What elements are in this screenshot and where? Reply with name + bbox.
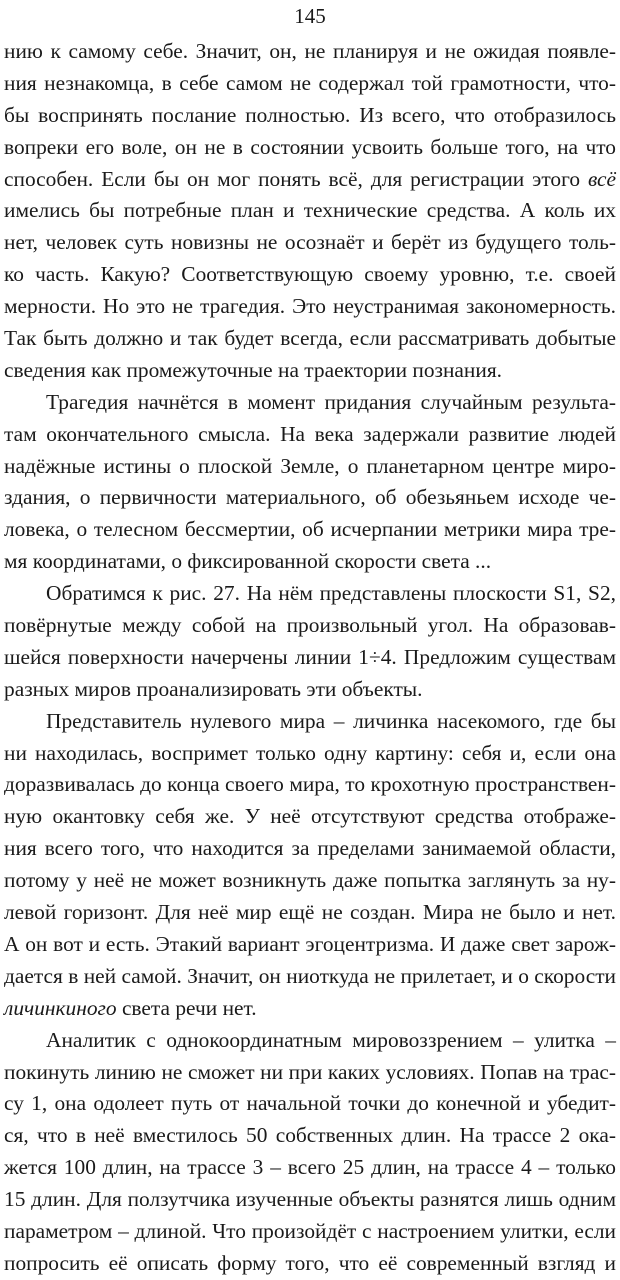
text-line: покинуть линию не сможет ни при каких условиях. Попав на трас- xyxy=(4,1059,616,1084)
text-line: Представитель нулевого мира – личинка насекомого, где бы xyxy=(46,708,616,733)
text-line: параметром – длиной. Что произойдёт с настроением улитки, если xyxy=(4,1218,616,1243)
text-line: повёрнутые между собой на произвольный угол. На образовав- xyxy=(4,613,616,638)
italic-text: личинкиного xyxy=(4,995,117,1020)
text-line: Так быть должно и так будет всегда, если рассматривать добытые xyxy=(4,326,616,351)
text-line: Аналитик с однокоординатным мировоззрением – улитка – xyxy=(46,1027,616,1052)
text-line: надёжные истины о плоской Земле, о планетарном центре миро- xyxy=(4,453,616,478)
text-line xyxy=(4,993,616,1025)
text-line: бы воспринять послание полностью. Из всего, что отобразилось xyxy=(4,102,616,127)
text-line: попросить её описать форму того, что её современный взгляд и xyxy=(4,1250,616,1275)
text-line: дается в ней самой. Значит, он ниоткуда не прилетает, и о скорости xyxy=(4,963,616,988)
text-line: ния незнакомца, в себе самом не содержал той грамотности, что- xyxy=(4,70,616,95)
text-line: ловека, о телесном бессмертии, об исчерпании метрики мира тре- xyxy=(4,517,616,542)
text-line: разных миров проанализировать эти объекты. xyxy=(4,676,423,701)
text-line: там окончательного смысла. На века задержали развитие людей xyxy=(4,421,616,446)
text-line: ко часть. Какую? Соответствующую своему уровню, т.е. своей xyxy=(4,262,616,287)
text-line: нет, человек суть новизны не осознаёт и берёт из будущего толь- xyxy=(4,230,616,255)
italic-text: всё xyxy=(588,166,616,191)
text-line: нию к самому себе. Значит, он, не планируя и не ожидая появле- xyxy=(4,39,616,63)
text-line: здания, о первичности материального, об обезьяньем исходе че- xyxy=(4,485,616,510)
text-line: Трагедия начнётся в момент придания случайным результа- xyxy=(46,389,616,414)
text-line: ную окантовку себя же. У неё отсутствуют средства отображе- xyxy=(4,804,616,829)
text-line: сведения как промежуточные на траектории познания. xyxy=(4,357,503,382)
text-line: 15 длин. Для ползутчика изученные объекты разнятся лишь одним xyxy=(4,1187,616,1212)
text-line xyxy=(4,164,616,196)
text-line: жется 100 длин, на трассе 3 – всего 25 длин, на трассе 4 – только xyxy=(4,1155,616,1180)
text-line: доразвивалась до конца своего мира, то крохотную пространствен- xyxy=(4,772,616,797)
text-line: мя координатами, о фиксированной скорости света ... xyxy=(4,549,492,574)
text-line: левой горизонт. Для неё мир ещё не создан. Мира не было и нет. xyxy=(4,900,616,925)
text-line: ния всего того, что находится за пределами занимаемой области, xyxy=(4,836,616,861)
text-line: имелись бы потребные план и технические средства. А коль их xyxy=(4,198,616,223)
text-line: ся, что в неё вместилось 50 собственных длин. На трассе 2 ока- xyxy=(4,1123,616,1148)
text-line: Обратимся к рис. 27. На нём представлены плоскости S1, S2, xyxy=(46,581,616,606)
page-number: 145 xyxy=(294,4,326,28)
text-line: су 1, она одолеет путь от начальной точки до конечной и убедит- xyxy=(4,1091,616,1116)
text-line: мерности. Но это не трагедия. Это неустранимая закономерность. xyxy=(4,294,616,319)
text-line: вопреки его воле, он не в состоянии усвоить больше того, на что xyxy=(4,134,616,159)
text-line: шейся поверхности начерчены линии 1÷4. Предложим существам xyxy=(4,644,616,669)
text-line: потому у неё не может возникнуть даже попытка заглянуть за ну- xyxy=(4,868,616,893)
text-line: ни находилась, воспримет только одну картину: себя и, если она xyxy=(4,740,616,765)
body-text xyxy=(4,36,616,1280)
text-segment: способен. Если бы он мог понять всё, для регистрации этого xyxy=(4,166,588,191)
text-segment: света речи нет. xyxy=(116,995,257,1020)
text-line: А он вот и есть. Этакий вариант эгоцентризма. И даже свет зарож- xyxy=(4,931,616,956)
